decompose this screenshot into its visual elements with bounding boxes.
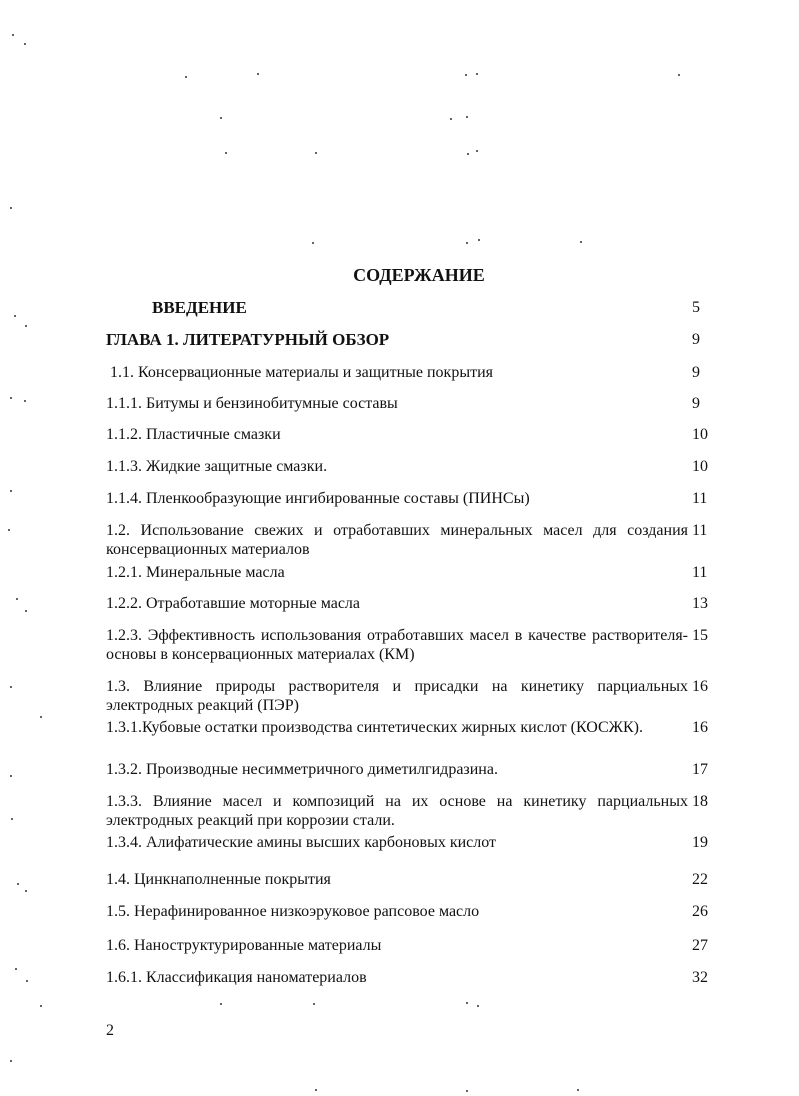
- scan-speck: [25, 890, 27, 892]
- scan-speck: [220, 117, 222, 119]
- toc-entry-page: 32: [692, 969, 708, 986]
- toc-entry: [106, 457, 716, 476]
- toc-entry: [106, 394, 716, 413]
- toc-entry: [106, 968, 716, 987]
- scan-speck: [40, 1005, 42, 1007]
- scan-speck: [15, 968, 17, 970]
- toc-entry: [106, 563, 716, 582]
- scan-speck: [315, 152, 317, 154]
- toc-entry-page: 18: [692, 793, 708, 810]
- toc-entry: [106, 363, 716, 382]
- toc-entry: [106, 936, 716, 955]
- scan-speck: [11, 818, 13, 820]
- toc-entry-page: 13: [692, 595, 708, 612]
- toc-entry-text: 1.1.3. Жидкие защитные смазки.: [106, 458, 328, 475]
- toc-entry: [106, 330, 716, 349]
- scan-speck: [12, 34, 14, 36]
- toc-entry-page: 16: [692, 678, 708, 695]
- page-title: СОДЕРЖАНИЕ: [353, 265, 485, 285]
- toc-entry-page: 27: [692, 937, 708, 954]
- scan-speck: [315, 1089, 317, 1091]
- scan-speck: [14, 315, 16, 317]
- scan-speck: [17, 883, 19, 885]
- scan-speck: [478, 239, 480, 241]
- toc-entry-page: 10: [692, 458, 708, 475]
- toc-entry-text: 1.6. Наноструктурированные материалы: [106, 937, 382, 954]
- toc-entry-page: 16: [692, 719, 708, 736]
- toc-entry: [106, 425, 716, 444]
- toc-entry-page: 9: [692, 331, 700, 348]
- toc-entry-text: 1.1.1. Битумы и бензинобитумные составы: [106, 395, 398, 412]
- toc-entry-text: 1.5. Нерафинированное низкоэруковое рапсовое масло: [106, 903, 480, 920]
- scan-speck: [678, 74, 680, 76]
- scan-speck: [40, 716, 42, 718]
- scan-speck: [467, 153, 469, 155]
- toc-entry-text: ВВЕДЕНИЕ: [152, 298, 247, 317]
- toc-entry-page: 17: [692, 761, 708, 778]
- toc-entry-page: 11: [692, 522, 708, 539]
- toc-entry-text: 1.6.1. Классификация наноматериалов: [106, 969, 367, 986]
- scan-speck: [450, 118, 452, 120]
- toc-entry-text: 1.2.3. Эффективность использования отработавших масел в качестве растворителя-основы в консервационных материалах (КМ): [106, 627, 688, 663]
- toc-entry-page: 19: [692, 834, 708, 851]
- toc-entry: [106, 521, 716, 559]
- toc-entry-page: 11: [692, 490, 708, 507]
- scan-speck: [313, 1003, 315, 1005]
- toc-entry-page: 10: [692, 426, 708, 443]
- scan-speck: [466, 1002, 468, 1004]
- toc-entry-text: 1.2. Использование свежих и отработавших минеральных масел для создания консервационных материалов: [106, 522, 688, 558]
- scan-speck: [477, 1005, 479, 1007]
- toc-entry-text: ГЛАВА 1. ЛИТЕРАТУРНЫЙ ОБЗОР: [106, 330, 390, 349]
- toc-entry-page: 9: [692, 395, 700, 412]
- scan-speck: [312, 242, 314, 244]
- toc-entry: [106, 298, 716, 317]
- scan-speck: [8, 529, 10, 531]
- scan-speck: [225, 152, 227, 154]
- scan-speck: [257, 73, 259, 75]
- toc-entry-page: 5: [692, 299, 700, 316]
- scan-speck: [10, 207, 12, 209]
- toc-entry: [106, 833, 716, 852]
- scan-speck: [10, 490, 12, 492]
- toc-entry-page: 11: [692, 564, 708, 581]
- scan-speck: [580, 241, 582, 243]
- scan-speck: [26, 980, 28, 982]
- toc-entry-text: 1.1.4. Пленкообразующие ингибированные составы (ПИНСы): [106, 490, 530, 507]
- toc-entry-text: 1.3.4. Алифатические амины высших карбоновых кислот: [106, 834, 497, 851]
- toc-entry-text: 1.2.2. Отработавшие моторные масла: [106, 595, 361, 612]
- toc-entry: [106, 594, 716, 613]
- toc-entry-text: 1.3. Влияние природы растворителя и присадки на кинетику парциальных электродных реакций (ПЭР): [106, 678, 688, 714]
- scan-speck: [24, 400, 26, 402]
- toc-entry-text: 1.3.3. Влияние масел и композиций на их основе на кинетику парциальных электродных реакций при коррозии стали.: [106, 793, 688, 829]
- toc-entry-page: 9: [692, 364, 700, 381]
- toc-entry: [106, 902, 716, 921]
- scan-speck: [25, 325, 27, 327]
- scan-speck: [577, 1089, 579, 1091]
- scan-speck: [466, 1090, 468, 1092]
- toc-entry: [106, 718, 716, 737]
- toc-entry: [106, 626, 716, 664]
- scan-speck: [476, 73, 478, 75]
- scan-speck: [25, 610, 27, 612]
- toc-entry: [106, 870, 716, 889]
- scan-speck: [24, 43, 26, 45]
- scan-speck: [10, 775, 12, 777]
- toc-entry-text: 1.1.2. Пластичные смазки: [106, 426, 281, 443]
- scan-speck: [16, 598, 18, 600]
- scan-speck: [10, 1060, 12, 1062]
- toc-entry: [106, 677, 716, 715]
- toc-entry-page: 22: [692, 871, 708, 888]
- scan-speck: [466, 242, 468, 244]
- scan-speck: [185, 76, 187, 78]
- scan-speck: [466, 116, 468, 118]
- toc-entry: [106, 760, 716, 779]
- scan-speck: [465, 74, 467, 76]
- toc-entry-page: 26: [692, 903, 708, 920]
- scan-speck: [10, 686, 12, 688]
- page-number: 2: [106, 1022, 114, 1039]
- toc-entry-text: 1.3.2. Производные несимметричного диметилгидразина.: [106, 761, 498, 778]
- scan-speck: [220, 1003, 222, 1005]
- toc-entry-text: 1.2.1. Минеральные масла: [106, 564, 285, 581]
- toc-entry-text: 1.1. Консервационные материалы и защитные покрытия: [110, 364, 493, 381]
- toc-entry: [106, 489, 716, 508]
- scan-speck: [476, 150, 478, 152]
- toc-entry-page: 15: [692, 627, 708, 644]
- scan-speck: [10, 397, 12, 399]
- toc-entry-text: 1.3.1.Кубовые остатки производства синтетических жирных кислот (КОСЖК).: [106, 719, 643, 736]
- toc-entry: [106, 792, 716, 830]
- toc-entry-text: 1.4. Цинкнаполненные покрытия: [106, 871, 331, 888]
